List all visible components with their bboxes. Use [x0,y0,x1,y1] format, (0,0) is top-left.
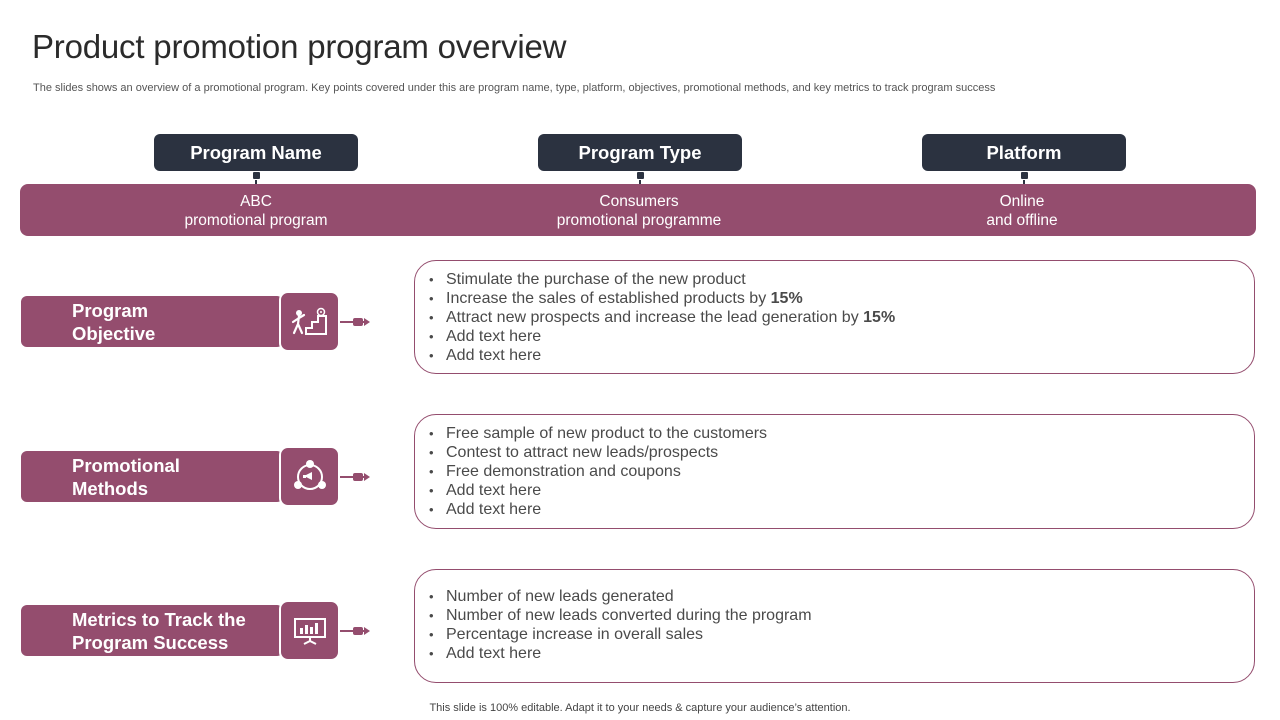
people-cycle-icon [279,446,340,507]
list-item: • Add text here [429,346,1254,365]
footer-note: This slide is 100% editable. Adapt it to your needs & capture your audience’s attention. [429,702,851,714]
list-item: • Percentage increase in overall sales [429,625,1254,644]
connector-pin [1020,171,1029,180]
connector-arrow [364,318,370,326]
list-item: • Add text here [429,644,1254,663]
list-item: • Number of new leads generated [429,587,1254,606]
list-item: • Increase the sales of established products by 15% [429,289,1254,308]
header-tab-program-type [538,134,742,171]
bullet-list [415,570,1254,663]
list-item: • Free sample of new product to the customers [429,424,1254,443]
bullet-list [415,261,1254,365]
program-type-value: Consumers promotional programme [556,193,722,229]
program-objective-label: Program Objective [21,296,283,347]
stairs-target-icon [279,291,340,352]
bullet-list [415,415,1254,519]
promotional-methods-label: Promotional Methods [21,451,283,502]
page-subtitle: The slides shows an overview of a promotional program. Key points covered under this are program name, type, platform, objectives, promotional methods, and key metrics to track program success [33,82,996,94]
connector-arrow [364,627,370,635]
connector-dot [353,627,363,635]
connector-pin [252,171,261,180]
header-tab-platform [922,134,1126,171]
header-tab-label: Program Name [190,141,322,163]
program-objective-panel [414,260,1255,374]
metrics-panel [414,569,1255,683]
connector-dot [353,473,363,481]
header-tab-program-name [154,134,358,171]
header-tab-label: Platform [986,141,1062,163]
connector-arrow [364,473,370,481]
promotional-methods-panel [414,414,1255,529]
connector-dot [353,318,363,326]
list-item: • Contest to attract new leads/prospects [429,443,1254,462]
page-title: Product promotion program overview [32,28,567,65]
presentation-chart-icon [279,600,340,661]
list-item: • Attract new prospects and increase the lead generation by 15% [429,308,1254,327]
platform-value: Online and offline [986,193,1058,229]
list-item: • Free demonstration and coupons [429,462,1254,481]
header-values-band [20,184,1256,236]
list-item: • Add text here [429,500,1254,519]
list-item: • Add text here [429,481,1254,500]
list-item: • Add text here [429,327,1254,346]
metrics-label: Metrics to Track the Program Success [21,605,283,656]
list-item: • Number of new leads converted during the program [429,606,1254,625]
header-tab-label: Program Type [578,141,702,163]
connector-pin [636,171,645,180]
program-name-value: ABC promotional program [184,193,328,229]
list-item: • Stimulate the purchase of the new product [429,270,1254,289]
